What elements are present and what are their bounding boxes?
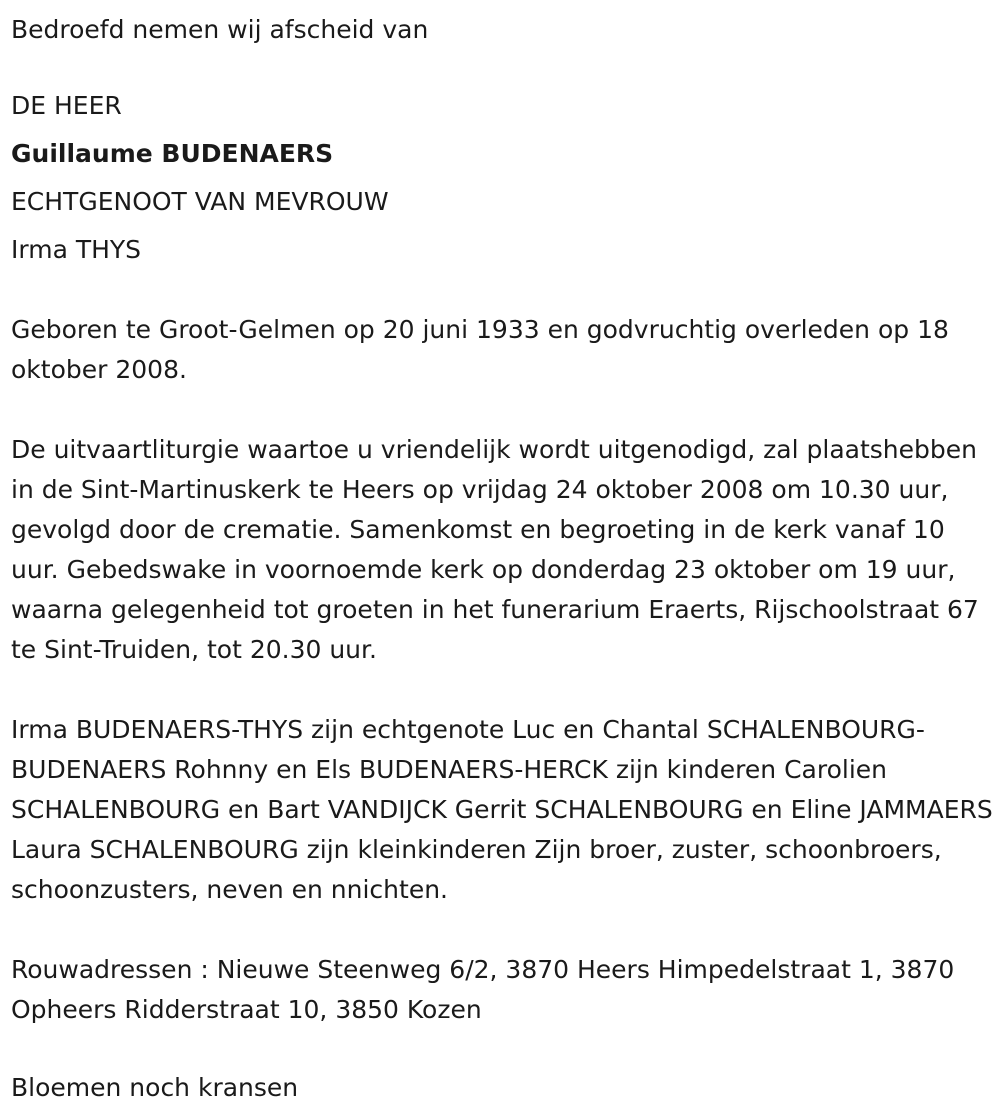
spouse-title: ECHTGENOOT VAN MEVROUW	[11, 187, 389, 216]
intro-line: Bedroefd nemen wij afscheid van	[11, 15, 429, 44]
spouse-name: Irma THYS	[11, 235, 142, 264]
funeral-paragraph: De uitvaartliturgie waartoe u vriendelijk wordt uitgenodigd, zal plaatshebben in de Sint-Martinuskerk te Heers op vrijdag 24 oktober 2008 om 10.30 uur, gevolgd door de crematie. Samenkomst en begroeting in de kerk vanaf 10 uur. Gebedswake in voornoemde kerk op donderdag 23 oktober om 19 uur, waarna gelegenheid tot groeten in het funerarium Eraerts, Rijschoolstraat 67 te Sint-Truiden, tot 20.30 uur.	[11, 435, 979, 664]
deceased-name: Guillaume BUDENAERS	[11, 139, 334, 168]
addresses-paragraph: Rouwadressen : Nieuwe Steenweg 6/2, 3870 Heers Himpedelstraat 1, 3870 Opheers Ridderstraat 10, 3850 Kozen	[11, 955, 955, 1024]
deceased-title: DE HEER	[11, 91, 122, 120]
birth-death-paragraph: Geboren te Groot-Gelmen op 20 juni 1933 en godvruchtig overleden op 18 oktober 2008.	[11, 315, 949, 384]
family-paragraph: Irma BUDENAERS-THYS zijn echtgenote Luc en Chantal SCHALENBOURG-BUDENAERS Rohnny en Els BUDENAERS-HERCK zijn kinderen Carolien SCHALENBOURG en Bart VANDIJCK Gerrit SCHALENBOURG en Eline JAMMAERS Laura SCHALENBOURG zijn kleinkinderen Zijn broer, zuster, schoonbroers, schoonzusters, neven en nnichten.	[11, 715, 993, 904]
flowers-line: Bloemen noch kransen	[11, 1073, 299, 1102]
